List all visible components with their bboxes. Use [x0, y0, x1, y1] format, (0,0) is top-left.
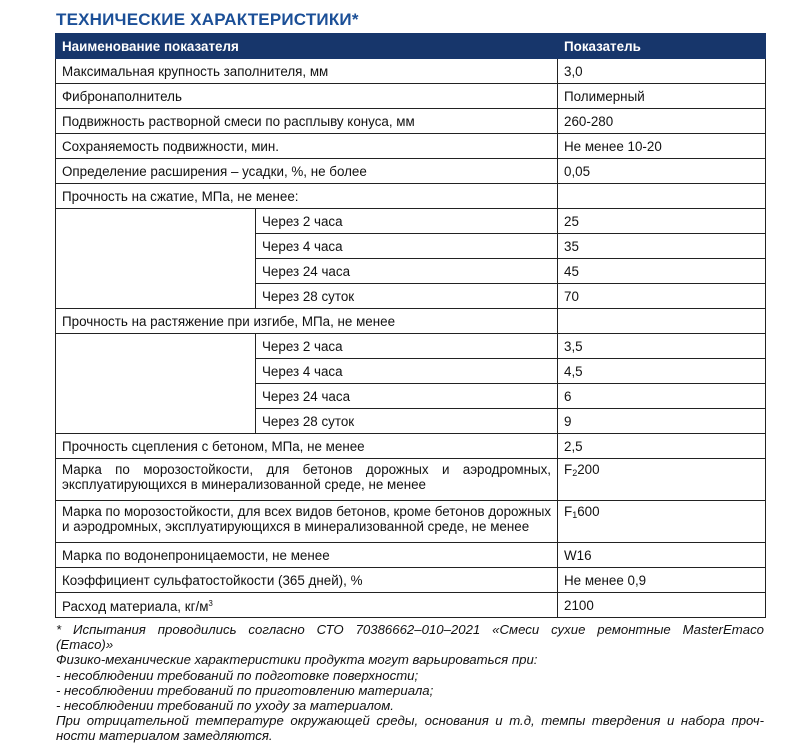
table-row [56, 134, 766, 159]
row-value [558, 501, 766, 543]
row-value: Не менее 10-20 [558, 134, 766, 159]
table-row [56, 568, 766, 593]
row-name: Максимальная крупность заполнителя, мм [56, 59, 558, 84]
row-name: Фибронаполнитель [56, 84, 558, 109]
period-label: Через 4 часа [256, 359, 558, 384]
row-name: Коэффициент сульфатостойкости (365 дней), % [56, 568, 558, 593]
period-label: Через 24 часа [256, 259, 558, 284]
table-row [56, 359, 766, 384]
row-name: Марка по водонепроницаемости, не менее [56, 543, 558, 568]
footnote-line1: * Испытания проводились согласно СТО 70386662–010–2021 «Смеси сухие ремонтные MasterEmaco [56, 622, 764, 637]
table-row [56, 234, 766, 259]
table-row [56, 501, 766, 543]
row-name: Определение расширения – усадки, %, не более [56, 159, 558, 184]
frost-subscript: 2 [572, 468, 578, 478]
notes [56, 622, 764, 744]
group-value-empty [558, 184, 766, 209]
row-value: 260-280 [558, 109, 766, 134]
indent-cell [56, 384, 256, 409]
row-name [56, 501, 558, 543]
row-value: W16 [558, 543, 766, 568]
frost-letter: F [564, 504, 573, 519]
table-row [56, 459, 766, 501]
table-row [56, 593, 766, 618]
frost-number: 200 [577, 462, 600, 477]
row-name [56, 593, 558, 618]
row-name: Прочность сцепления с бетоном, МПа, не менее [56, 434, 558, 459]
notes-intro: Физико-механические характеристики продукта могут варьироваться при: [56, 652, 538, 668]
period-value: 9 [558, 409, 766, 434]
frost-number: 600 [577, 504, 600, 519]
group-header-compressive [56, 184, 766, 209]
row-name-line1: Марка по морозостойкости, для всех видов бетонов, кроме бетонов дорожных [62, 504, 552, 519]
indent-cell [56, 284, 256, 309]
table-header [56, 34, 766, 59]
group-label: Прочность на сжатие, МПа, не менее: [56, 184, 558, 209]
row-name [56, 459, 558, 501]
period-label: Через 28 суток [256, 284, 558, 309]
row-name-line2: эксплуатирующихся в минерализованной среде, не менее [62, 477, 426, 492]
indent-cell [56, 359, 256, 384]
period-label: Через 24 часа [256, 384, 558, 409]
page-title: ТЕХНИЧЕСКИЕ ХАРАКТЕРИСТИКИ* [56, 10, 359, 29]
period-value: 70 [558, 284, 766, 309]
table-row [56, 84, 766, 109]
consumption-label: Расход материала, кг/м [62, 599, 209, 614]
group-header-flexural [56, 309, 766, 334]
frost-subscript: 1 [572, 510, 578, 520]
notes-item: - несоблюдении требований по приготовлению материала; [56, 682, 434, 698]
indent-cell [56, 234, 256, 259]
table-row [56, 543, 766, 568]
indent-cell [56, 259, 256, 284]
consumption-superscript: 3 [208, 599, 213, 608]
indent-cell [56, 209, 256, 234]
row-value: 2,5 [558, 434, 766, 459]
footnote-line2: (Emaco)» [56, 637, 114, 653]
table-row [56, 259, 766, 284]
table-row [56, 409, 766, 434]
notes-item: - несоблюдении требований по уходу за материалом. [56, 698, 394, 714]
frost-letter: F [564, 462, 573, 477]
period-label: Через 4 часа [256, 234, 558, 259]
row-name-line1: Марка по морозостойкости, для бетонов дорожных и аэродромных, [62, 462, 552, 477]
temperature-note-line1: При отрицательной температуре окружающей среды, основания и т.д, темпы твердения и набора проч- [56, 713, 764, 729]
row-value [558, 459, 766, 501]
temperature-note-line2: ности материалом замедляются. [56, 728, 273, 744]
period-label: Через 28 суток [256, 409, 558, 434]
row-name: Подвижность растворной смеси по расплыву конуса, мм [56, 109, 558, 134]
period-label: Через 2 часа [256, 209, 558, 234]
row-value: 0,05 [558, 159, 766, 184]
table-row [56, 209, 766, 234]
period-value: 3,5 [558, 334, 766, 359]
header-value: Показатель [558, 34, 766, 59]
group-value-empty [558, 309, 766, 334]
table-row [56, 334, 766, 359]
period-value: 45 [558, 259, 766, 284]
indent-cell [56, 409, 256, 434]
table-row [56, 284, 766, 309]
row-name-line2: и аэродромных, эксплуатирующихся в минерализованной среде, не менее [62, 519, 530, 534]
table-row [56, 384, 766, 409]
row-value: 2100 [558, 593, 766, 618]
period-value: 6 [558, 384, 766, 409]
period-label: Через 2 часа [256, 334, 558, 359]
period-value: 4,5 [558, 359, 766, 384]
row-value: Полимерный [558, 84, 766, 109]
table-row [56, 109, 766, 134]
row-name: Сохраняемость подвижности, мин. [56, 134, 558, 159]
table-row [56, 434, 766, 459]
table-row [56, 59, 766, 84]
period-value: 35 [558, 234, 766, 259]
row-value: Не менее 0,9 [558, 568, 766, 593]
row-value: 3,0 [558, 59, 766, 84]
specs-table [55, 33, 766, 618]
group-label: Прочность на растяжение при изгибе, МПа, не менее [56, 309, 558, 334]
table-row [56, 159, 766, 184]
indent-cell [56, 334, 256, 359]
period-value: 25 [558, 209, 766, 234]
header-name: Наименование показателя [56, 34, 558, 59]
notes-item: - несоблюдении требований по подготовке поверхности; [56, 667, 419, 683]
